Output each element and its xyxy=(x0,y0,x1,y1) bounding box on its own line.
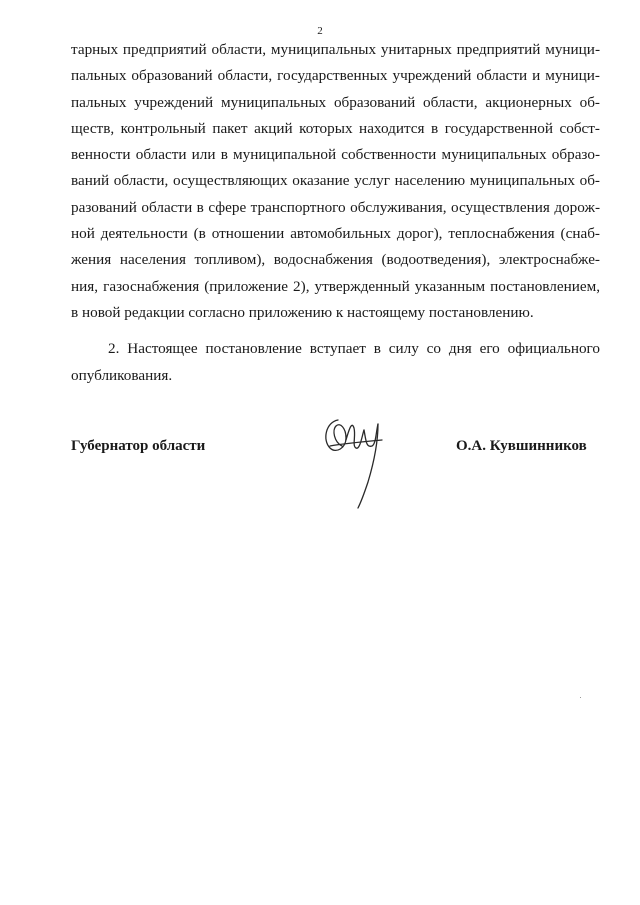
text-line: венности области или в муниципальной собственности муниципальных образо- xyxy=(71,146,600,164)
text-line: пальных образований области, государственных учреждений области и муници- xyxy=(71,67,600,85)
text-line: опубликования. xyxy=(71,366,173,384)
text-line: ваний области, осуществляющих оказание услуг населению муниципальных об- xyxy=(71,172,600,190)
signatory-position: Губернатор области xyxy=(71,438,206,454)
text-line: пальных учреждений муниципальных образований области, акционерных об- xyxy=(71,93,600,111)
text-line: тарных предприятий области, муниципальных унитарных предприятий муници- xyxy=(71,41,600,58)
scan-speck xyxy=(580,697,581,698)
text-line: в новой редакции согласно приложению к настоящему постановлению. xyxy=(71,303,534,321)
paragraph-2 xyxy=(71,336,600,389)
paragraph-1 xyxy=(71,37,600,326)
text-line: ществ, контрольный пакет акций которых находится в государственной собст- xyxy=(71,119,600,137)
text-line: разований области в сфере транспортного обслуживания, осуществления дорож- xyxy=(71,198,600,216)
text-line: ной деятельности (в отношении автомобильных дорог), теплоснабжения (снаб- xyxy=(71,225,600,243)
signatory-name: О.А. Кувшинников xyxy=(456,438,587,454)
text-line: ния, газоснабжения (приложение 2), утвержденный указанным постановлением, xyxy=(71,277,600,295)
page-number: 2 xyxy=(317,25,323,37)
handwritten-signature xyxy=(316,412,406,512)
text-line: жения населения топливом), водоснабжения (водоотведения), электроснабже- xyxy=(71,251,600,269)
document-body xyxy=(71,37,600,389)
text-line: 2. Настоящее постановление вступает в силу со дня его официального xyxy=(108,340,600,358)
